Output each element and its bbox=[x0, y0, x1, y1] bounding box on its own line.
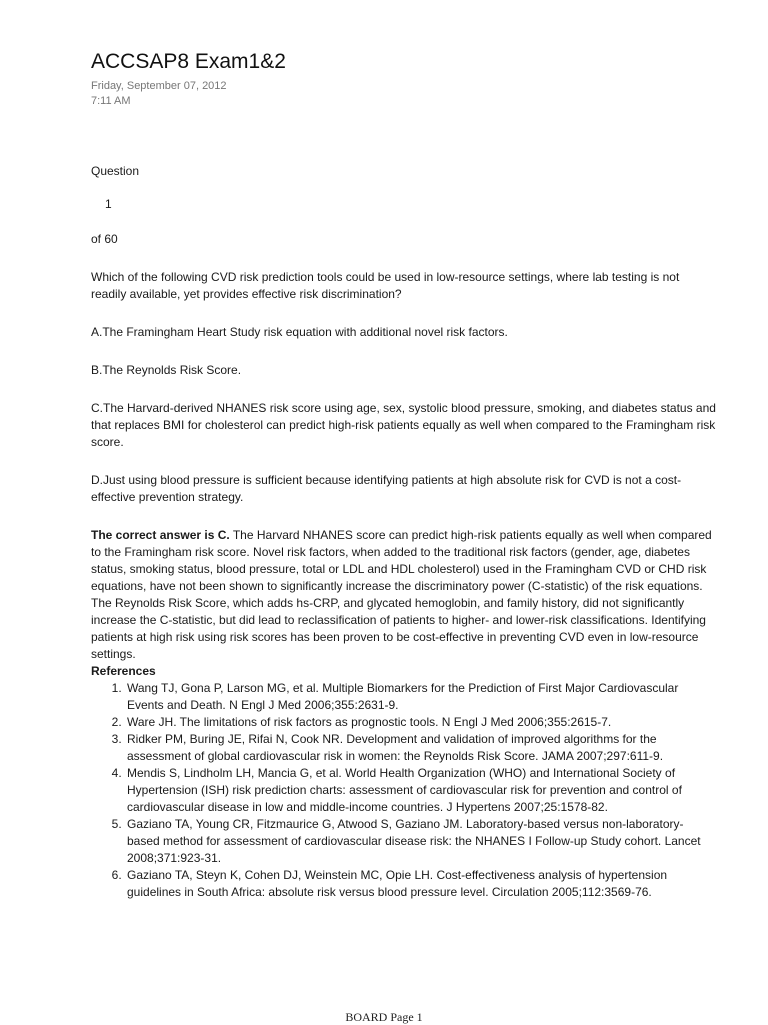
option-a: A.The Framingham Heart Study risk equation with additional novel risk factors. bbox=[91, 325, 508, 339]
question-total: of 60 bbox=[91, 232, 118, 246]
references-heading: References bbox=[91, 664, 156, 678]
note-body bbox=[91, 163, 716, 901]
answer-paragraph bbox=[91, 527, 716, 663]
reference-item: 6. Gaziano TA, Steyn K, Cohen DJ, Weinstein MC, Opie LH. Cost-effectiveness analysis of hypertension guidelines in South Africa: absolute risk versus blood pressure level. Circulation 2005;112:3569-76. bbox=[125, 867, 716, 901]
reference-item: 2. Ware JH. The limitations of risk factors as prognostic tools. N Engl J Med 2006;355:2615-7. bbox=[125, 714, 716, 731]
references-list bbox=[91, 680, 716, 901]
page-title: ACCSAP8 Exam1&2 bbox=[91, 50, 286, 73]
option-c: C.The Harvard-derived NHANES risk score using age, sex, systolic blood pressure, smoking, and diabetes status and that replaces BMI for cholesterol can predict high-risk patients equally as well when compared to the Framingham risk score. bbox=[91, 401, 716, 449]
reference-item: 1. Wang TJ, Gona P, Larson MG, et al. Multiple Biomarkers for the Prediction of First Major Cardiovascular Events and Death. N Engl J Med 2006;355:2631-9. bbox=[125, 680, 716, 714]
page-time: 7:11 AM bbox=[91, 95, 131, 107]
reference-item: 5. Gaziano TA, Young CR, Fitzmaurice G, Atwood S, Gaziano JM. Laboratory-based versus non-laboratory-based method for assessment of cardiovascular disease risk: the NHANES I Follow-up Study cohort. Lancet 2008;371:923-31. bbox=[125, 816, 716, 867]
answer-lead: The correct answer is C. bbox=[91, 528, 230, 542]
page-date: Friday, September 07, 2012 bbox=[91, 80, 227, 92]
question-number: 1 bbox=[105, 197, 112, 211]
reference-item: 3. Ridker PM, Buring JE, Rifai N, Cook NR. Development and validation of improved algorithms for the assessment of global cardiovascular risk in women: the Reynolds Risk Score. JAMA 2007;297:611-9. bbox=[125, 731, 716, 765]
reference-item: 4. Mendis S, Lindholm LH, Mancia G, et al. World Health Organization (WHO) and International Society of Hypertension (ISH) risk prediction charts: assessment of cardiovascular risk for prevention and control of cardiovascular disease in low and middle-income countries. J Hypertens 2007;25:1578-82. bbox=[125, 765, 716, 816]
question-label: Question bbox=[91, 164, 140, 178]
answer-explanation: The Harvard NHANES score can predict high-risk patients equally as well when compared to the Framingham risk score. Novel risk factors, when added to the traditional risk factors (gender, age, diabetes status, smoking status, blood pressure, total or LDL and HDL cholesterol) used in the Framingham CVD or CHD risk equations, have not been shown to significantly increase the discriminatory power (C-statistic) of the risk equations. The Reynolds Risk Score, which adds hs-CRP, and glycated hemoglobin, and family history, did not significantly increase the C-statistic, but did lead to reclassification of patients to higher- and lower-risk classifications. Identifying patients at high risk using risk scores has been proven to be cost-effective in preventing CVD even in low-resource settings. bbox=[91, 528, 712, 661]
question-text: Which of the following CVD risk prediction tools could be used in low-resource settings, where lab testing is not readily available, yet provides effective risk discrimination? bbox=[91, 270, 680, 301]
option-d: D.Just using blood pressure is sufficient because identifying patients at high absolute risk for CVD is not a cost-effective prevention strategy. bbox=[91, 473, 682, 504]
page-footer: BOARD Page 1 bbox=[345, 1010, 423, 1024]
option-b: B.The Reynolds Risk Score. bbox=[91, 363, 242, 377]
